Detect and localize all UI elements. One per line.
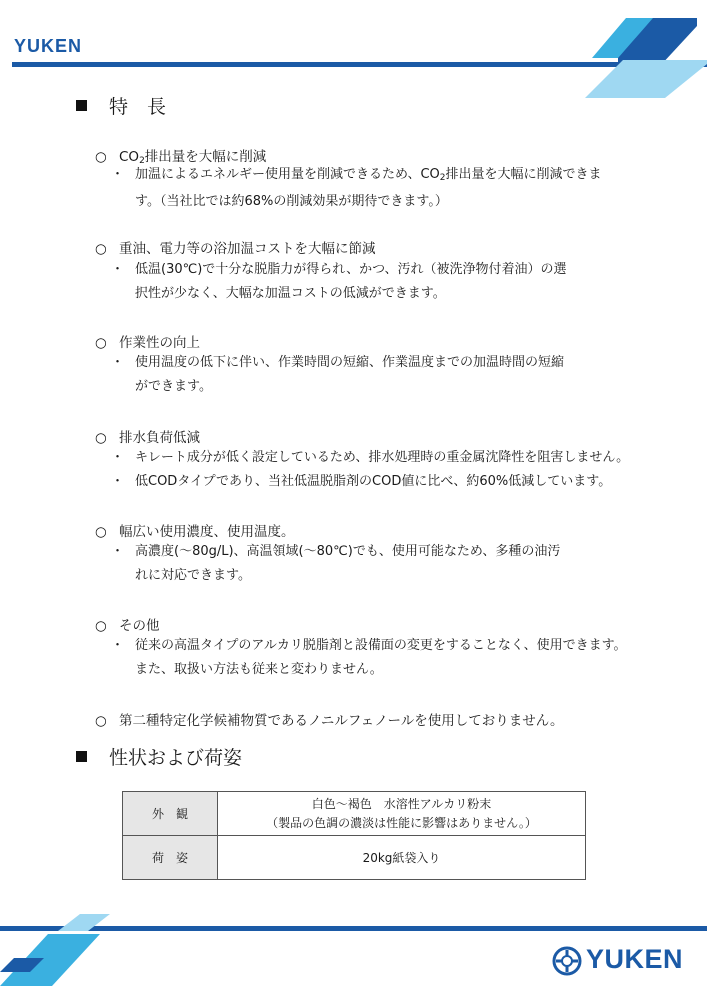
circle-bullet-icon: ○ [95,618,107,634]
bullet-line: キレート成分が低く設定しているため、排水処理時の重金属沈降性を阻害しません。 [135,450,630,465]
bullet-line: 使用温度の低下に伴い、作業時間の短縮、作業温度までの加温時間の短縮 [135,355,565,370]
square-bullet-icon [76,751,87,762]
section-title: ○ 作業性の向上 [95,335,200,351]
bullet-line: れに対応できます。 [135,568,251,583]
table-row [123,836,586,880]
features-heading [76,92,166,119]
dot-bullet-icon: ・ [111,167,125,182]
bullet-item [111,540,561,588]
table-label-cell: 荷 姿 [123,836,218,880]
section-title: ○ 第二種特定化学候補物質であるノニルフェノールを使用しておりません。 [95,713,564,729]
dot-bullet-icon: ・ [111,262,125,277]
table-value-cell: 白色～褐色 水溶性アルカリ粉末 （製品の色調の濃淡は性能に影響はありません。） [218,792,586,836]
properties-heading-text: 性状および荷姿 [109,747,243,769]
bullet-item [111,446,630,470]
section-title: ○ 幅広い使用濃度、使用温度。 [95,524,295,540]
circle-bullet-icon: ○ [95,430,107,446]
circle-bullet-icon: ○ [95,149,107,165]
section-title: ○ $CO_2$排出量を大幅に削減 [95,149,267,166]
bullet-line: 低温(30℃)で十分な脱脂力が得られ、かつ、汚れ（被洗浄物付着油）の選 [135,262,567,277]
bullet-line: 加温によるエネルギー使用量を削減できるため、$CO_2$排出量を大幅に削減できま [135,167,602,183]
dot-bullet-icon: ・ [111,544,125,559]
bullet-line: 低CODタイプであり、当社低温脱脂剤のCOD値に比べ、約60%低減しています。 [135,474,612,489]
circle-bullet-icon: ○ [95,241,107,257]
dot-bullet-icon: ・ [111,355,125,370]
bullet-item [111,351,565,399]
table-row [123,792,586,836]
bullet-line: 高濃度(～80g/L)、高温領域(～80℃)でも、使用可能なため、多種の油汚 [135,544,561,559]
circle-bullet-icon: ○ [95,335,107,351]
section-title: ○ 重油、電力等の浴加温コストを大幅に節減 [95,241,376,257]
table-value-cell: 20kg紙袋入り [218,836,586,880]
properties-table [122,791,586,880]
bullet-item [111,470,612,494]
bullet-item [111,258,567,306]
bullet-line: 従来の高温タイプのアルカリ脱脂剤と設備面の変更をすることなく、使用できます。 [135,638,627,653]
section-title: ○ 排水負荷低減 [95,430,200,446]
yuken-emblem-icon [552,946,582,976]
section-title: ○ その他 [95,618,160,634]
bullet-line: 択性が少なく、大幅な加温コストの低減ができます。 [135,286,446,301]
dot-bullet-icon: ・ [111,450,125,465]
bullet-line: す。（当社比では約68%の削減効果が期待できます。） [135,194,448,209]
dot-bullet-icon: ・ [111,474,125,489]
properties-heading [76,743,242,770]
circle-bullet-icon: ○ [95,524,107,540]
bullet-line: また、取扱い方法も従来と変わりません。 [135,662,383,677]
bullet-item [111,163,602,214]
table-label-cell: 外 観 [123,792,218,836]
brand-logo-bottom: YUKEN [586,944,684,974]
dot-bullet-icon: ・ [111,638,125,653]
features-heading-text: 特 長 [109,96,167,118]
bullet-item [111,634,627,682]
circle-bullet-icon: ○ [95,713,107,729]
square-bullet-icon [76,100,87,111]
brand-logo-top: YUKEN [14,36,83,56]
bullet-line: ができます。 [135,379,212,394]
